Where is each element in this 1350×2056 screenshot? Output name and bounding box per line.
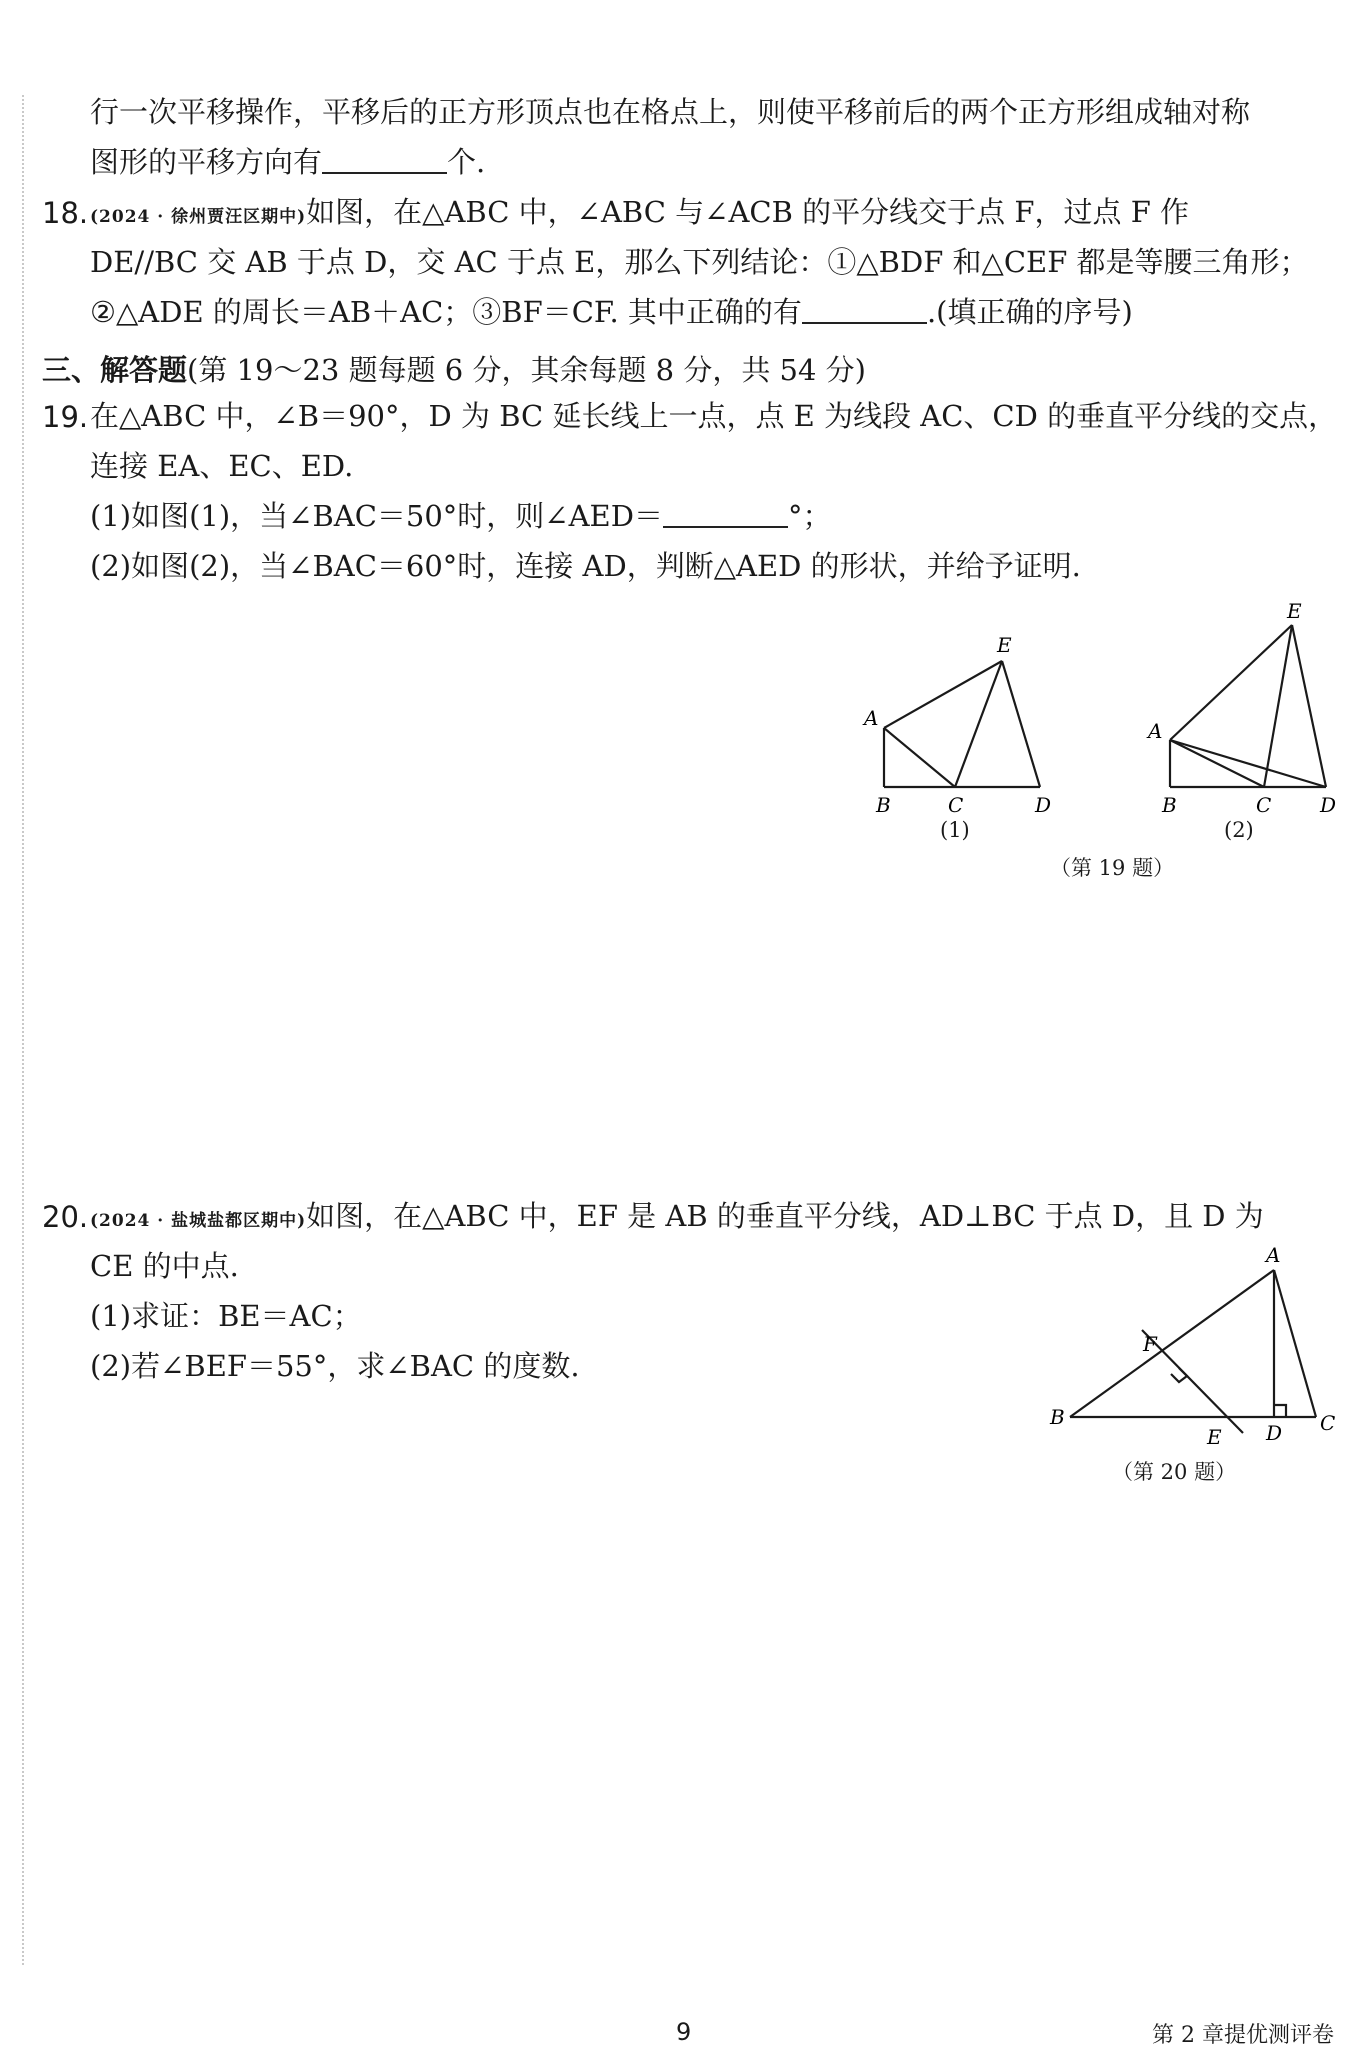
binding-margin-line (22, 95, 24, 1965)
q19-fig1-label-c: C (948, 793, 964, 815)
q19-fig2-label-b: B (1162, 793, 1177, 815)
q19-fig1-label-d: D (1035, 793, 1052, 815)
q19-line-2: 连接 EA、EC、ED. (90, 449, 354, 483)
q18-line-1: (2024 · 徐州贾汪区期中)如图，在△ABC 中，∠ABC 与∠ACB 的平分线交于点 F，过点 F 作 (90, 195, 1190, 229)
q19-figure-2 (1140, 598, 1340, 815)
q20-label-c: C (1320, 1411, 1336, 1435)
chapter-footer: 第 2 章提优测评卷 (1152, 2023, 1334, 2048)
q20-part-2: (2)若∠BEF＝55°，求∠BAC 的度数. (90, 1349, 580, 1383)
q19-fig1-label-a: A (864, 706, 879, 730)
q20-label-e: E (1207, 1425, 1222, 1449)
q19-caption: （第 19 题） (1050, 856, 1175, 880)
q20-label-f: F (1143, 1332, 1157, 1356)
q19-answer-blank[interactable] (663, 504, 788, 528)
q19-fig1-label-b: B (876, 793, 891, 815)
q20-part-1: (1)求证：BE＝AC； (90, 1299, 362, 1333)
section-3-heading: 三、解答题(第 19～23 题每题 6 分，其余每题 8 分，共 54 分) (42, 353, 866, 387)
q20-label-b: B (1050, 1405, 1065, 1429)
q18-source: (2024 · 徐州贾汪区期中) (90, 207, 307, 227)
q19-fig1-label-e: E (997, 633, 1012, 657)
q20-caption: （第 20 题） (1112, 1460, 1237, 1484)
q18-number: 18. (42, 196, 89, 230)
q20-label-d: D (1266, 1421, 1283, 1445)
q19-fig2-label-a: A (1148, 719, 1163, 743)
q17-line-1: 行一次平移操作，平移后的正方形顶点也在格点上，则使平移前后的两个正方形组成轴对称 (90, 95, 1251, 129)
q19-fig2-label-e: E (1287, 599, 1302, 623)
q17-line-2: 图形的平移方向有 个. (90, 145, 486, 179)
q18-line-3: ②△ADE 的周长＝AB＋AC；③BF＝CF. 其中正确的有 .(填正确的序号) (90, 295, 1133, 329)
q19-fig2-caption: (2) (1224, 818, 1254, 842)
q20-source: (2024 · 盐城盐都区期中) (90, 1211, 307, 1231)
q19-part-2: (2)如图(2)，当∠BAC＝60°时，连接 AD，判断△AED 的形状，并给予证明. (90, 549, 1081, 583)
page-number: 9 (676, 2018, 692, 2046)
q19-figure-1 (860, 630, 1060, 815)
q20-line-2: CE 的中点. (90, 1249, 239, 1283)
q17-answer-blank[interactable] (322, 150, 447, 174)
q18-line-2: DE//BC 交 AB 于点 D，交 AC 于点 E，那么下列结论：①△BDF 和△CEF 都是等腰三角形； (90, 245, 1309, 279)
q19-fig2-label-d: D (1320, 793, 1337, 815)
q19-part-1: (1)如图(1)，当∠BAC＝50°时，则∠AED＝ °； (90, 499, 832, 533)
q19-fig2-label-c: C (1256, 793, 1272, 815)
q20-figure (1040, 1240, 1340, 1450)
q20-label-a: A (1266, 1243, 1281, 1267)
q19-number: 19. (42, 400, 89, 434)
q20-line-1: (2024 · 盐城盐都区期中)如图，在△ABC 中，EF 是 AB 的垂直平分线，AD⊥BC 于点 D，且 D 为 (90, 1199, 1264, 1233)
q20-number: 20. (42, 1200, 89, 1234)
q19-fig1-caption: (1) (940, 818, 970, 842)
q19-line-1: 在△ABC 中，∠B＝90°，D 为 BC 延长线上一点，点 E 为线段 AC、CD 的垂直平分线的交点， (90, 399, 1338, 433)
q18-answer-blank[interactable] (802, 300, 927, 324)
